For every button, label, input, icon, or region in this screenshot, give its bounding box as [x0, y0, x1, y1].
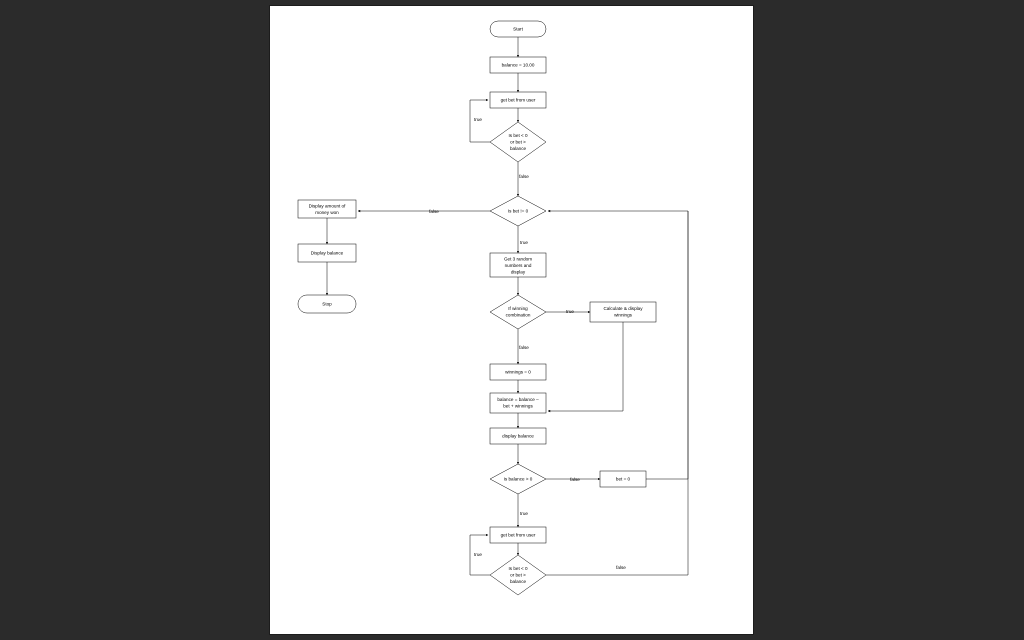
node-start-label: Start	[513, 26, 523, 32]
node-bet-not-zero-label: Is bet != 0	[507, 208, 529, 214]
node-start[interactable]	[490, 21, 546, 37]
edge-label-betne0-false: false	[429, 209, 439, 215]
node-validate-bet-2[interactable]	[490, 555, 546, 595]
node-balance-init[interactable]	[490, 57, 546, 73]
edge-label-betne0-true: true	[520, 240, 528, 246]
node-display-money-won-line2: money won	[315, 210, 339, 216]
flowchart-canvas[interactable]	[270, 6, 753, 634]
node-get-bet-2[interactable]	[490, 527, 546, 543]
edge-label-validate1-true: true	[474, 117, 482, 123]
node-winnings-zero-label: winnings = 0	[505, 369, 531, 375]
node-bet-zero-label: bet = 0	[615, 476, 631, 482]
node-display-balance-1[interactable]	[298, 244, 356, 262]
node-balance-gt-zero-label: Is balance > 0	[503, 476, 533, 482]
node-display-balance-2[interactable]	[490, 428, 546, 444]
node-update-balance[interactable]	[490, 393, 546, 413]
flowchart-nodes	[298, 21, 656, 595]
diagram-page	[270, 6, 753, 634]
node-validate-bet-2-line2: or bet >	[510, 572, 526, 578]
node-validate-bet-1-line2: or bet >	[510, 139, 526, 145]
node-update-balance-line2: bet + winnings	[503, 403, 533, 409]
node-validate-bet-1-line3: balance	[509, 146, 527, 152]
node-stop-label: Stop	[322, 301, 332, 307]
node-validate-bet-1[interactable]	[490, 122, 546, 162]
node-validate-bet-2-line3: balance	[509, 579, 527, 585]
node-update-balance-line1: balance = balance –	[497, 397, 539, 403]
edge-calcwin-to-newbal	[548, 322, 623, 411]
node-get-3-random[interactable]	[490, 253, 546, 277]
edge-validate2-false-to-betne0	[546, 211, 688, 575]
node-display-balance-2-label: display balance	[502, 433, 534, 439]
node-get-3-random-line1: Get 3 random	[503, 256, 533, 262]
node-bet-zero[interactable]	[600, 471, 646, 487]
node-calculate-winnings-line2: winnings	[614, 312, 632, 318]
node-display-money-won[interactable]	[298, 200, 356, 218]
node-winning-combination[interactable]	[490, 295, 546, 329]
edge-label-validate1-false: false	[519, 174, 529, 180]
node-validate-bet-2-line1: Is bet < 0	[508, 566, 528, 572]
node-calculate-winnings-line1: Calculate & display	[603, 306, 643, 312]
node-bet-not-zero[interactable]	[490, 196, 546, 226]
edge-label-validate2-false: false	[616, 565, 626, 571]
node-get-bet-1[interactable]	[490, 92, 546, 108]
node-get-3-random-line2: numbers and	[504, 263, 532, 269]
edge-label-validate2-true: true	[474, 552, 482, 558]
node-get-bet-1-label: get bet from user	[500, 97, 536, 103]
edge-label-winning-false: false	[519, 345, 529, 351]
flowchart-edge-labels	[429, 117, 626, 570]
node-balance-gt-zero[interactable]	[490, 464, 546, 494]
node-stop[interactable]	[298, 295, 356, 313]
node-winning-combination-line1: If winning	[508, 306, 528, 312]
edge-label-balgt0-true: true	[520, 511, 528, 517]
edge-betzero-to-betne0	[548, 211, 688, 479]
node-calculate-winnings[interactable]	[590, 302, 656, 322]
node-winning-combination-line2: combination	[505, 312, 531, 318]
node-get-bet-2-label: get bet from user	[500, 532, 536, 538]
node-get-3-random-line3: display	[510, 269, 526, 275]
edge-label-balgt0-false: false	[570, 477, 580, 483]
node-winnings-zero[interactable]	[490, 364, 546, 380]
node-display-balance-1-label: Display balance	[310, 250, 344, 256]
edge-label-winning-true: true	[566, 309, 574, 315]
node-display-money-won-line1: Display amount of	[308, 203, 346, 209]
node-validate-bet-1-line1: Is bet < 0	[508, 133, 528, 139]
node-balance-init-label: balance = 10.00	[501, 62, 535, 68]
